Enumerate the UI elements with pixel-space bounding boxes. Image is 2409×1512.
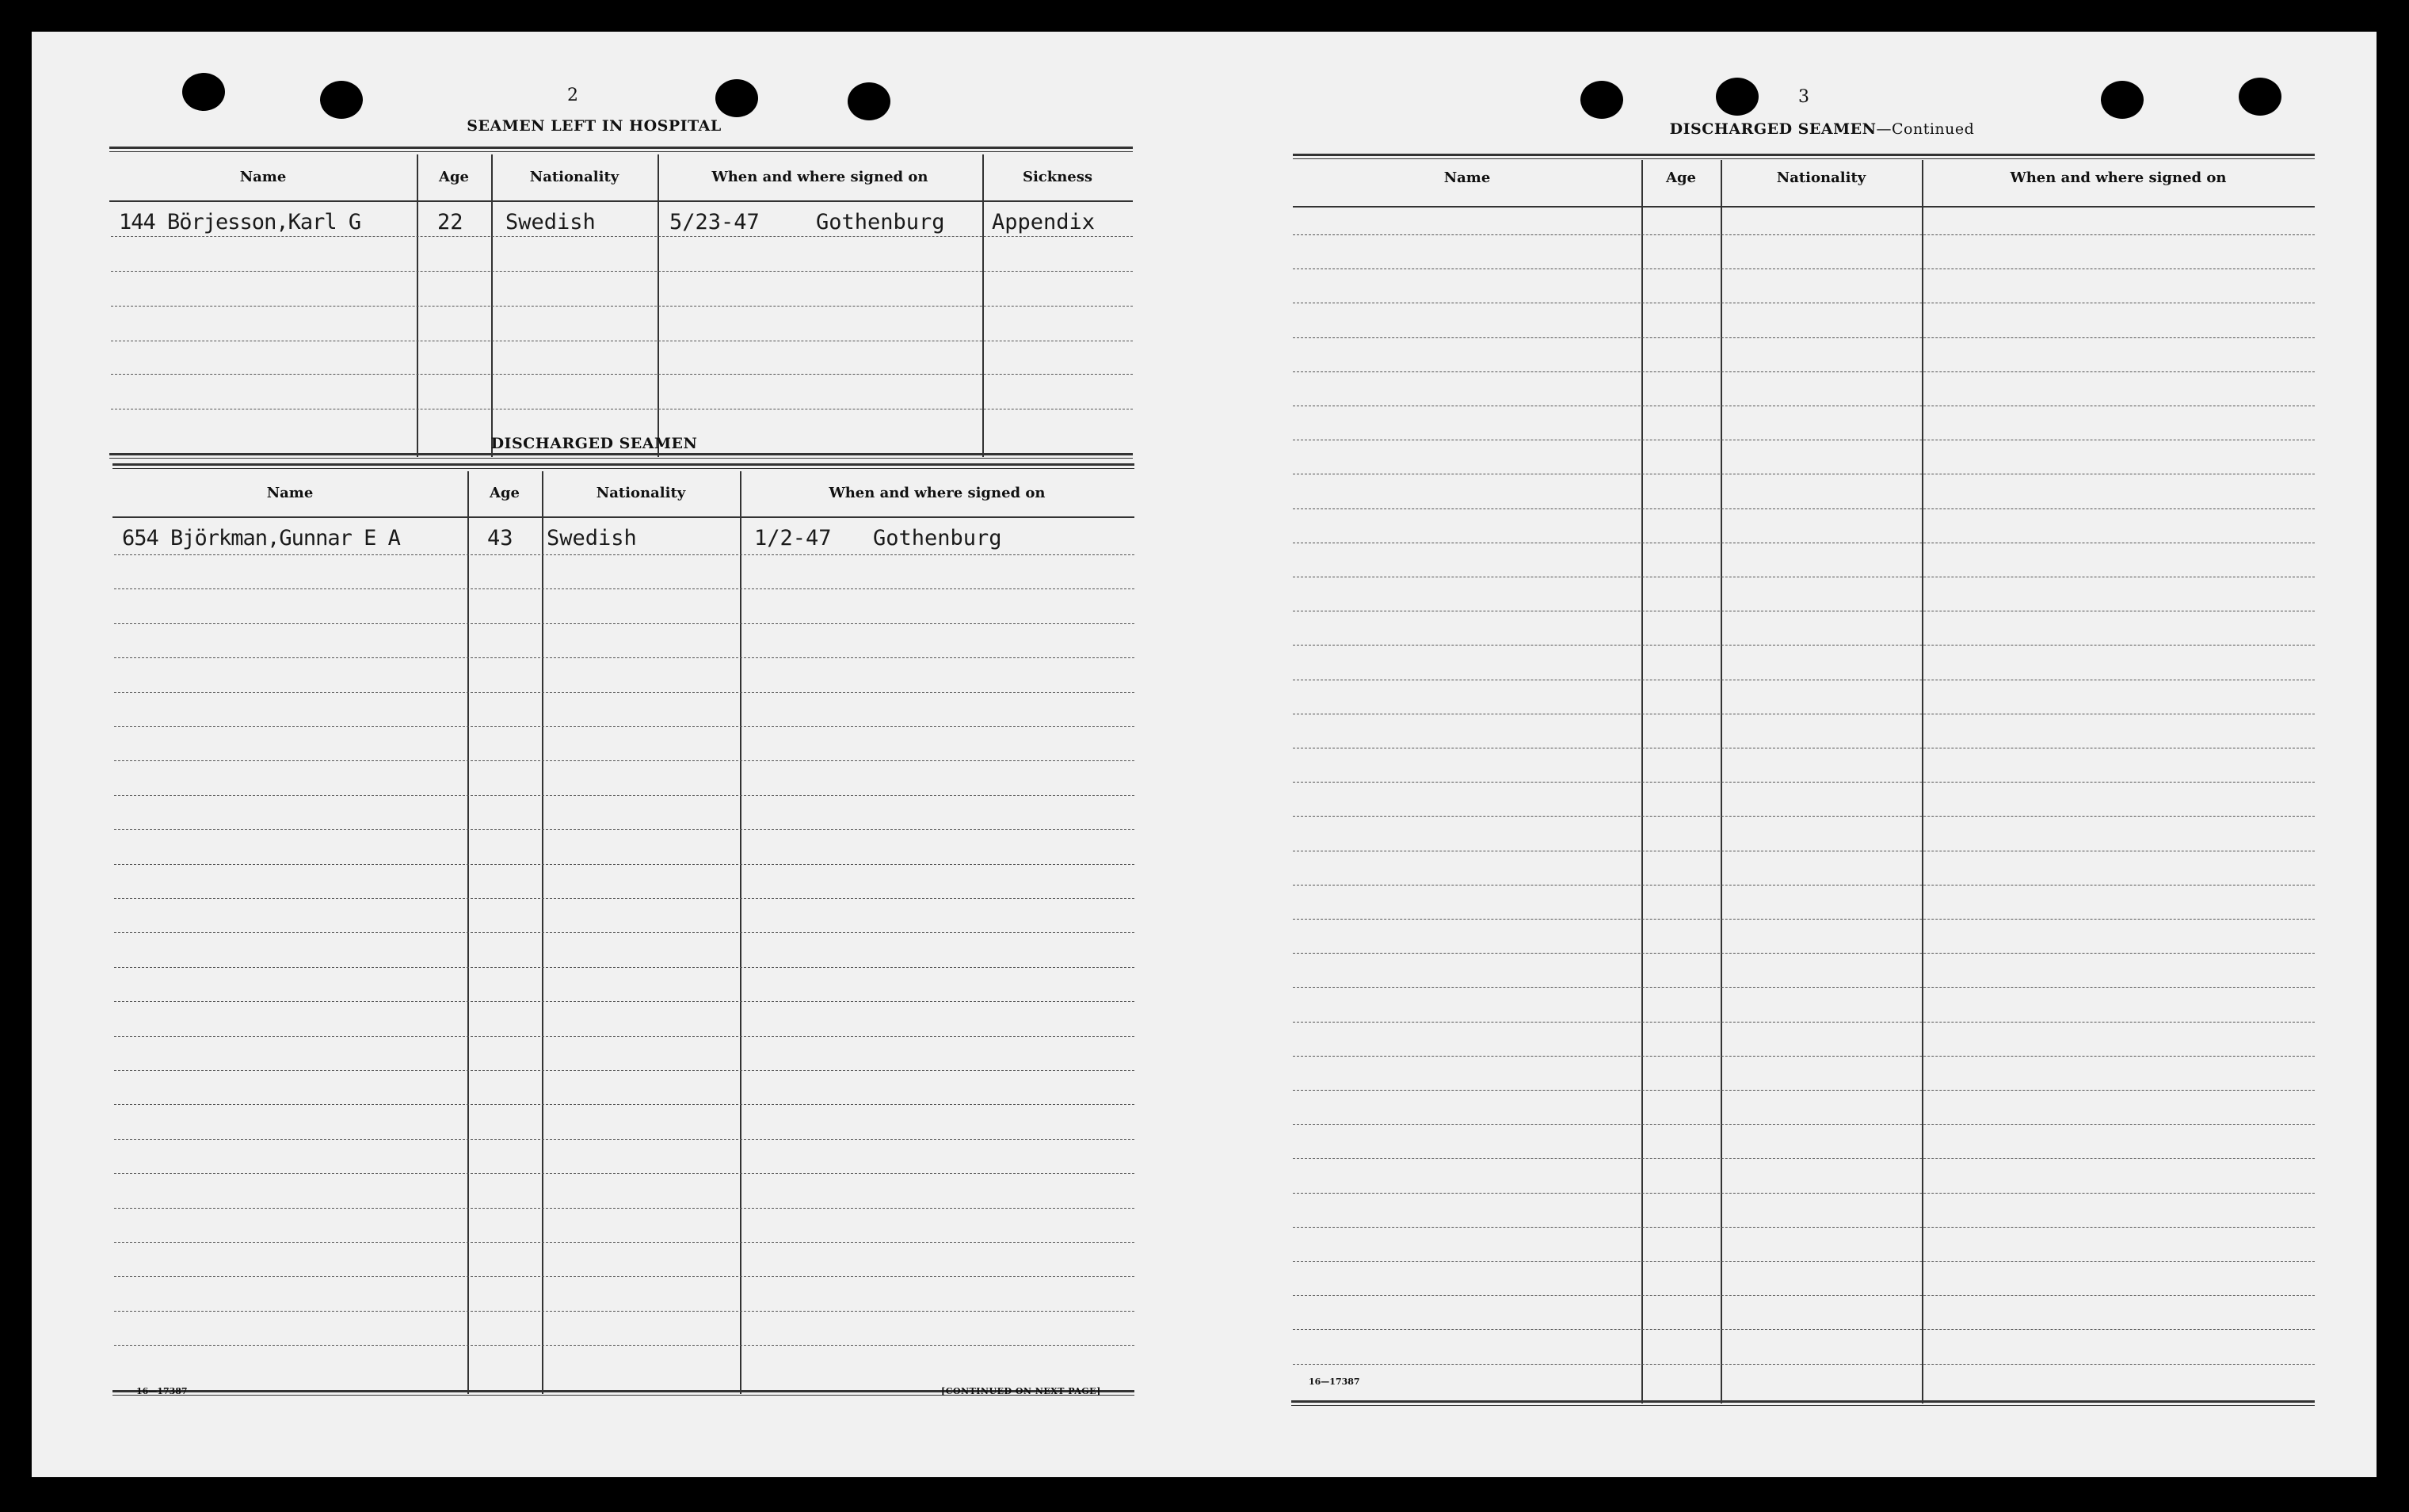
punch-hole	[848, 82, 890, 120]
hospital-bottom-rule	[109, 453, 1133, 459]
hospital-top-rule	[109, 147, 1133, 152]
hospital-header-rule	[109, 200, 1133, 202]
discharged-section-title: DISCHARGED SEAMEN	[490, 435, 698, 452]
discharged-row-signed-date: 1/2-47	[754, 526, 832, 550]
ruled-line	[1293, 234, 2315, 235]
discharged-col-age: Age	[489, 485, 520, 501]
discharged-row-age: 43	[487, 526, 513, 550]
right-title-suffix: —Continued	[1876, 120, 1975, 138]
hospital-row-nationality: Swedish	[505, 210, 596, 234]
hospital-col-signed-on: When and where signed on	[711, 169, 928, 185]
ruled-line	[114, 864, 1134, 865]
hospital-col-age: Age	[438, 169, 469, 185]
left-page-number: 2	[567, 86, 578, 105]
ruled-line	[1293, 919, 2315, 920]
punch-hole	[182, 73, 225, 111]
ruled-line	[114, 932, 1134, 933]
ruled-line	[114, 692, 1134, 693]
right-col-nationality: Nationality	[1776, 169, 1866, 186]
discharged-row-signed-place: Gothenburg	[873, 526, 1002, 550]
right-top-rule	[1293, 154, 2315, 159]
ruled-line	[114, 760, 1134, 761]
ruled-line	[114, 1311, 1134, 1312]
discharged-row-name: 654 Björkman,Gunnar E A	[122, 526, 400, 550]
hospital-col-nationality: Nationality	[529, 169, 619, 185]
ruled-line	[114, 554, 1134, 555]
hospital-row-signed-date: 5/23-47	[669, 210, 760, 234]
ruled-line	[1293, 337, 2315, 338]
hospital-col-name: Name	[239, 169, 287, 185]
ruled-line	[1293, 1158, 2315, 1159]
discharged-row-nationality: Swedish	[547, 526, 637, 550]
right-header-rule	[1293, 206, 2315, 208]
ruled-line	[1293, 1193, 2315, 1194]
ruled-line	[1293, 1227, 2315, 1228]
continued-note: [CONTINUED ON NEXT PAGE]	[941, 1386, 1101, 1396]
ruled-line	[1293, 987, 2315, 988]
ruled-line	[111, 271, 1133, 272]
ruled-line	[114, 1070, 1134, 1071]
ruled-line	[1293, 782, 2315, 783]
right-col-signed-on: When and where signed on	[2010, 169, 2227, 186]
punch-hole	[1580, 81, 1623, 119]
right-bottom-rule	[1291, 1400, 2315, 1406]
hospital-row-age: 22	[437, 210, 463, 234]
ruled-line	[1293, 1329, 2315, 1330]
ruled-line	[114, 1139, 1134, 1140]
ruled-line	[1293, 1295, 2315, 1296]
register-sheet	[32, 32, 2377, 1477]
punch-hole	[2101, 81, 2144, 119]
discharged-col-signed-on: When and where signed on	[829, 485, 1046, 501]
hospital-col-sickness: Sickness	[1022, 169, 1093, 185]
ruled-line	[114, 1036, 1134, 1037]
ruled-line	[114, 967, 1134, 968]
discharged-top-rule	[112, 463, 1134, 469]
ruled-line	[114, 829, 1134, 830]
ruled-line	[1293, 1056, 2315, 1057]
hospital-row-name: 144 Börjesson,Karl G	[119, 210, 361, 234]
discharged-header-rule	[112, 516, 1134, 518]
ruled-line	[114, 795, 1134, 796]
ruled-line	[1293, 1261, 2315, 1262]
ruled-line	[114, 623, 1134, 624]
ruled-line	[1293, 371, 2315, 372]
ruled-line	[1293, 953, 2315, 954]
ruled-line	[114, 1208, 1134, 1209]
right-title-main: DISCHARGED SEAMEN	[1669, 120, 1877, 138]
right-page-number: 3	[1798, 87, 1809, 107]
ruled-line	[114, 726, 1134, 727]
right-col-age: Age	[1665, 169, 1696, 186]
right-col-name: Name	[1443, 169, 1491, 186]
hospital-section-title: SEAMEN LEFT IN HOSPITAL	[467, 117, 722, 135]
right-form-number: 16—17387	[1309, 1377, 1360, 1387]
ruled-line	[1293, 1090, 2315, 1091]
left-form-number: 16—17387	[136, 1386, 188, 1396]
ruled-line	[114, 898, 1134, 899]
ruled-line	[1293, 508, 2315, 509]
punch-hole	[1716, 78, 1759, 116]
ruled-line	[114, 1001, 1134, 1002]
ruled-line	[114, 1104, 1134, 1105]
ruled-line	[111, 236, 1133, 237]
punch-hole	[715, 79, 758, 117]
ruled-line	[1293, 1124, 2315, 1125]
ruled-line	[114, 657, 1134, 658]
punch-hole	[2239, 78, 2281, 116]
ruled-line	[114, 1242, 1134, 1243]
ruled-line	[114, 1345, 1134, 1346]
ruled-line	[1293, 816, 2315, 817]
ruled-line	[114, 588, 1134, 589]
ruled-line	[1293, 1022, 2315, 1023]
right-section-title	[1608, 120, 2036, 138]
ruled-line	[111, 306, 1133, 307]
ruled-line	[1293, 645, 2315, 646]
ruled-line	[114, 1173, 1134, 1174]
punch-hole	[320, 81, 363, 119]
discharged-col-name: Name	[266, 485, 314, 501]
ruled-line	[114, 1276, 1134, 1277]
ruled-line	[111, 374, 1133, 375]
discharged-col-nationality: Nationality	[596, 485, 686, 501]
ruled-line	[1293, 1364, 2315, 1365]
hospital-row-signed-place: Gothenburg	[816, 210, 945, 234]
hospital-row-sickness: Appendix	[992, 210, 1096, 234]
